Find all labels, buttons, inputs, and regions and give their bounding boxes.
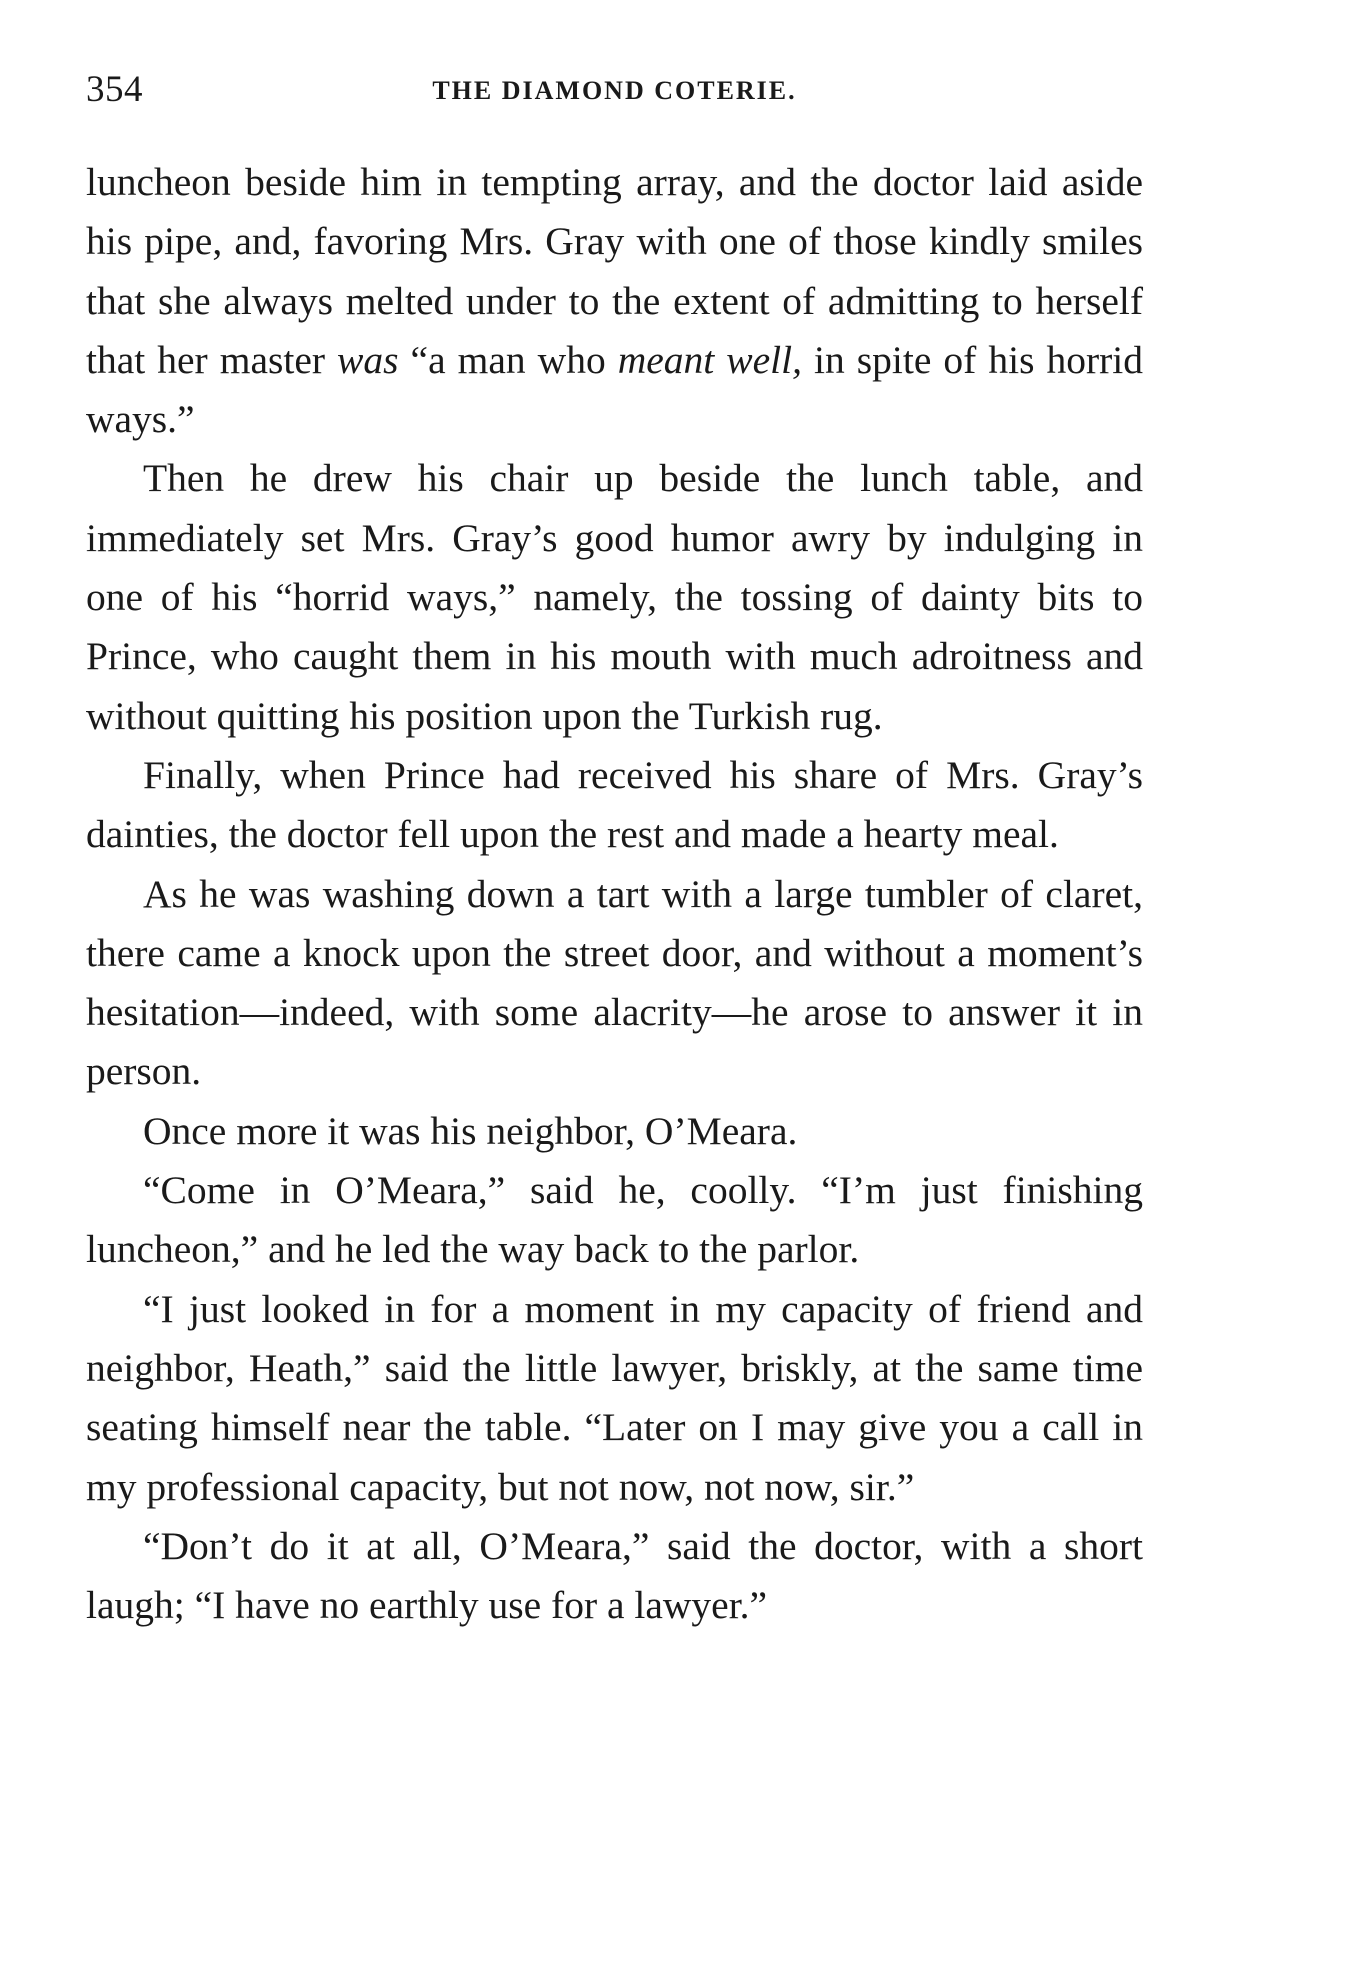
paragraph-1-part-b: “a man who	[398, 337, 618, 382]
emphasis-meant-well: meant well,	[617, 337, 802, 382]
running-head	[86, 68, 1143, 118]
paragraph-7: “I just looked in for a moment in my capacity of friend and neighbor, Heath,” said the little lawyer, briskly, at the same time seating himself near the table. “Later on I may give you a call in my professional capacity, but not now, not now, sir.”	[86, 1286, 1143, 1509]
paragraph-1-part-a: luncheon beside him in tempting array, and the doctor laid aside his pipe, and, favoring Mrs. Gray with one of those kindly smiles that she always melted under to the extent of admitting to herself that her master	[86, 160, 1143, 382]
paragraph-1	[86, 153, 1143, 449]
emphasis-was: was	[337, 337, 399, 382]
paragraph-6: “Come in O’Meara,” said he, coolly. “I’m just finishing luncheon,” and he led the way back to the parlor.	[86, 1168, 1143, 1272]
paragraph-3: Finally, when Prince had received his share of Mrs. Gray’s dainties, the doctor fell upon the rest and made a hearty meal.	[86, 752, 1143, 857]
running-title: THE DIAMOND COTERIE.	[432, 76, 797, 105]
body-text	[86, 153, 1143, 1635]
paragraph-2: Then he drew his chair up beside the lunch table, and immediately set Mrs. Gray’s good humor awry by indulging in one of his “horrid ways,” namely, the tossing of dainty bits to Prince, who caught them in his mouth with much adroitness and without quitting his position upon the Turkish rug.	[86, 456, 1143, 738]
page-number: 354	[86, 69, 143, 110]
paragraph-5: Once more it was his neighbor, O’Meara.	[143, 1108, 798, 1153]
paragraph-8: “Don’t do it at all, O’Meara,” said the doctor, with a short laugh; “I have no earthly use for a lawyer.”	[86, 1523, 1143, 1628]
paragraph-4: As he was washing down a tart with a large tumbler of claret, there came a knock upon the street door, and without a moment’s hesitation—indeed, with some alacrity—he arose to answer it in person.	[86, 871, 1143, 1094]
paragraph-1-part-c: in spite of his horrid ways.”	[86, 337, 1143, 442]
